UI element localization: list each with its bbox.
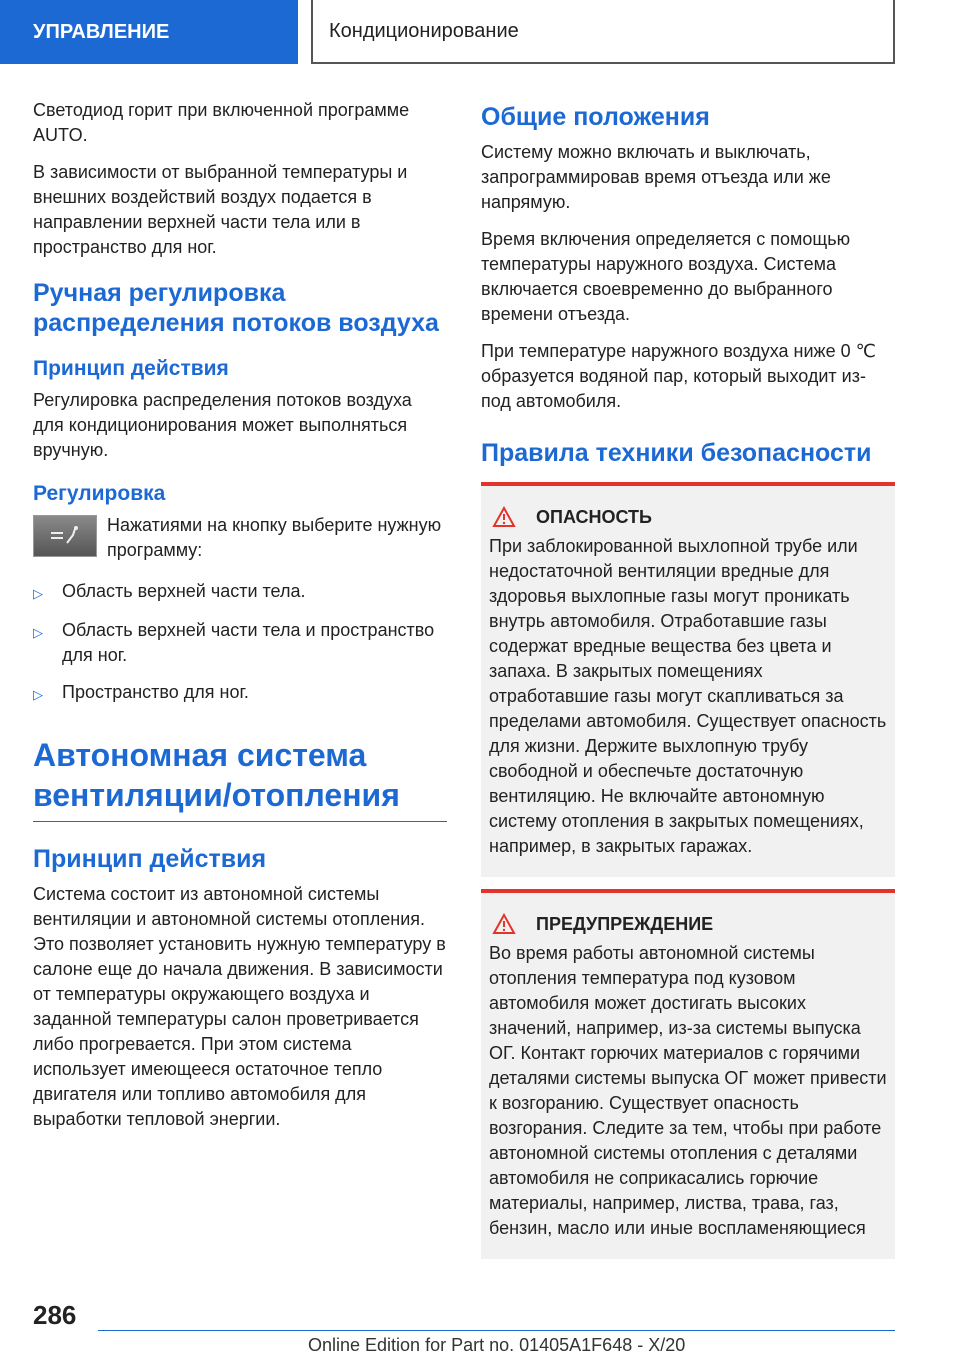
right-column	[481, 98, 895, 1259]
edition-text: Online Edition for Part no. 01405A1F648 - X/20	[308, 1335, 686, 1355]
heading-adjustment: Регулировка	[33, 482, 166, 505]
heading-autonomous-system: Автономная система вентиляции/отопления	[33, 735, 447, 822]
danger-text: При заблокированной выхлопной трубе или недостаточной вентиляции вредные для здоровья выхлопные газы могут проникать внутрь автомобиля. Отработавшие газы содержат вредные вещества без цвета и запаха. В закрытых помещениях отработавшие газы могут скапливаться за пределами автомобиля. Существует опасность для жизни. Держите выхлопную трубу свободной и обеспечьте достаточную вентиляцию. Не включайте автономную систему отопления в закрытых помещениях, например, в закрытых гаражах.	[489, 536, 887, 856]
warning-title: ПРЕДУПРЕЖДЕНИЕ	[536, 913, 714, 934]
warning-triangle-icon	[492, 913, 524, 935]
paragraph: Нажатиями на кнопку выберите нужную программу:	[107, 515, 442, 560]
program-list	[33, 579, 447, 707]
button-instruction	[33, 513, 447, 563]
paragraph: При температуре наружного воздуха ниже 0 ℃ образуется водяной пар, который выходит из-под автомобиля.	[481, 341, 876, 411]
warning-triangle-icon	[492, 506, 524, 528]
chapter-title-box	[311, 0, 895, 64]
chapter-title: Кондиционирование	[329, 19, 519, 42]
paragraph: Светодиод горит при включенной программе AUTO.	[33, 100, 410, 145]
paragraph: В зависимости от выбранной температуры и внешних воздействий воздух подается в направлении верхней части тела или в пространство для ног.	[33, 162, 408, 257]
heading-manual-distribution: Ручная регулировка распределения потоков воздуха	[33, 279, 439, 337]
paragraph: Систему можно включать и выключать, запрограммировав время отъезда или же напрямую.	[481, 142, 831, 212]
triangle-bullet-icon: ▷	[33, 687, 43, 702]
section-tab	[0, 0, 298, 64]
paragraph: Система состоит из автономной системы вентиляции и автономной системы отопления. Это позволяет установить нужную температуру в салоне еще до начала движения. В зависимости от температуры окружающего воздуха и заданной температуры салон проветривается либо прогревается. При этом система использует имеющееся остаточное тепло двигателя или топливо автомобиля для выработки тепловой энергии.	[33, 884, 446, 1129]
footer-divider	[98, 1330, 895, 1331]
heading-safety: Правила техники безопасности	[481, 439, 872, 467]
warning-box	[481, 889, 895, 1259]
list-item: ▷ Пространство для ног.	[33, 680, 447, 707]
heading-general: Общие положения	[481, 103, 710, 131]
warning-text: Во время работы автономной системы отопления температура под кузовом автомобиля может достигать высоких значений, например, из-за системы выпуска ОГ. Контакт горючих материалов с горячими деталями системы выпуска ОГ может привести к возгоранию. Существует опасность возгорания. Следите за тем, чтобы при работе автономной системы отопления с деталями автомобиля не соприкасались горючие материалы, например, листва, трава, газ, бензин, масло или иные воспламеняющиеся	[489, 943, 887, 1238]
page-number: 286	[33, 1300, 77, 1330]
heading-principle: Принцип действия	[33, 845, 267, 873]
section-label: УПРАВЛЕНИЕ	[33, 20, 170, 43]
paragraph: Регулировка распределения потоков воздуха для кондиционирования может выполняться вручную.	[33, 390, 412, 460]
heading-principle: Принцип действия	[33, 357, 229, 380]
airflow-distribution-button-icon	[33, 515, 97, 557]
danger-header	[489, 506, 887, 528]
list-item: ▷ Область верхней части тела.	[33, 579, 447, 606]
warning-header	[489, 913, 887, 935]
list-item: ▷ Область верхней части тела и пространство для ног.	[33, 618, 447, 668]
left-column	[33, 98, 447, 1144]
paragraph: Время включения определяется с помощью температуры наружного воздуха. Система включается своевременно до выбранного времени отъезда.	[481, 229, 851, 324]
danger-title: ОПАСНОСТЬ	[536, 506, 652, 527]
triangle-bullet-icon: ▷	[33, 625, 43, 640]
triangle-bullet-icon: ▷	[33, 586, 43, 601]
danger-box	[481, 482, 895, 877]
